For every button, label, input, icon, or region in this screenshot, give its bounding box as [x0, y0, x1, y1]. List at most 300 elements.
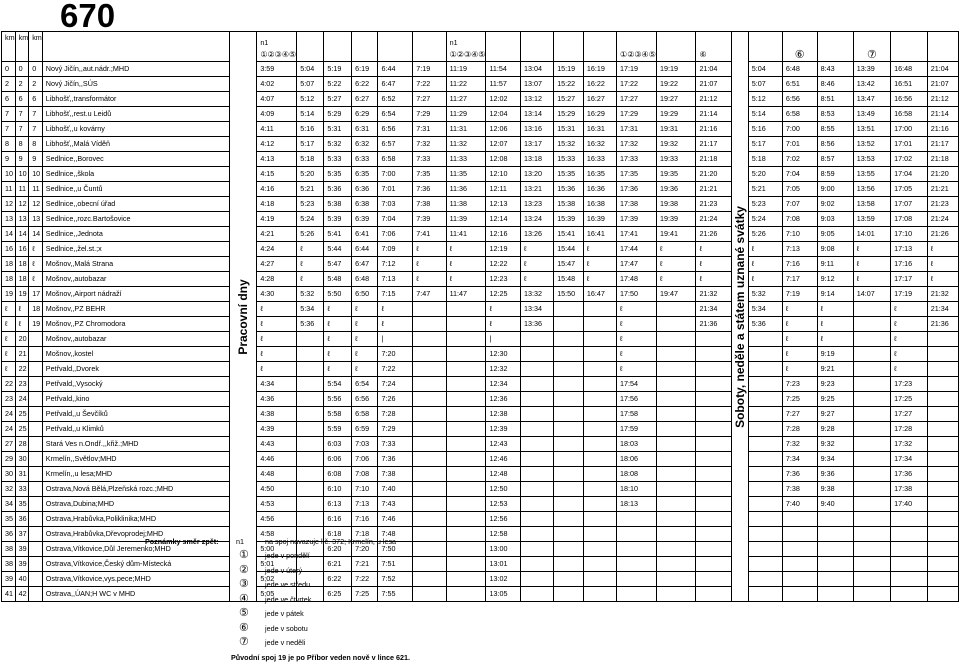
departure-time — [297, 437, 324, 452]
km-value: 25 — [15, 407, 29, 422]
departure-time — [446, 392, 486, 407]
departure-time: 5:24 — [297, 212, 324, 227]
table-row — [2, 512, 959, 527]
departure-time: 15:31 — [554, 122, 584, 137]
departure-time — [413, 377, 446, 392]
note-day-symbol: ② — [239, 563, 249, 576]
departure-time: 7:00 — [782, 122, 817, 137]
km-value — [29, 482, 43, 497]
departure-time — [413, 572, 446, 587]
departure-time — [583, 482, 616, 497]
departure-time: 5:38 — [324, 197, 352, 212]
departure-time: 21:26 — [696, 227, 732, 242]
departure-time — [297, 467, 324, 482]
km-value — [29, 527, 43, 542]
departure-time: ℓ — [521, 242, 554, 257]
departure-time: 11:22 — [446, 77, 486, 92]
trip-header — [446, 32, 486, 62]
departure-time: ℓ — [782, 362, 817, 377]
departure-time — [853, 512, 890, 527]
departure-time — [853, 362, 890, 377]
departure-time: 17:27 — [891, 407, 928, 422]
departure-time: 7:29 — [378, 422, 413, 437]
departure-time: 5:39 — [324, 212, 352, 227]
departure-time — [446, 302, 486, 317]
departure-time: 15:44 — [554, 242, 584, 257]
stop-name: Ostrava,Vítkovice,Důl Jeremenko;MHD — [42, 542, 229, 557]
departure-time — [748, 347, 782, 362]
departure-time: 6:32 — [352, 137, 378, 152]
table-row — [2, 422, 959, 437]
departure-time — [446, 347, 486, 362]
departure-time — [554, 392, 584, 407]
departure-time: 5:27 — [324, 92, 352, 107]
departure-time: ℓ — [696, 257, 732, 272]
table-row — [2, 332, 959, 347]
trip-days: ⑥ — [794, 49, 805, 61]
departure-time: 17:38 — [891, 482, 928, 497]
departure-time: ℓ — [486, 317, 521, 332]
departure-time: ℓ — [817, 302, 853, 317]
departure-time — [782, 587, 817, 602]
km-value: 6 — [15, 92, 29, 107]
departure-time: 12:39 — [486, 422, 521, 437]
departure-time — [413, 527, 446, 542]
km-value — [29, 437, 43, 452]
departure-time: ℓ — [617, 347, 657, 362]
departure-time: 5:21 — [748, 182, 782, 197]
departure-time: 6:35 — [352, 167, 378, 182]
departure-time: 7:00 — [378, 167, 413, 182]
departure-time: 11:36 — [446, 182, 486, 197]
departure-time: ℓ — [257, 347, 297, 362]
km-value: 10 — [29, 167, 43, 182]
km-value: 19 — [29, 317, 43, 332]
departure-time: 21:18 — [927, 152, 958, 167]
departure-time — [656, 437, 695, 452]
departure-time: 7:46 — [378, 512, 413, 527]
departure-time — [583, 377, 616, 392]
departure-time: 9:34 — [817, 452, 853, 467]
km-value — [29, 587, 43, 602]
trip-header — [257, 32, 297, 62]
departure-time — [927, 497, 958, 512]
workday-separator — [229, 32, 257, 602]
departure-time — [748, 572, 782, 587]
departure-time: 4:38 — [257, 407, 297, 422]
departure-time: 6:31 — [352, 122, 378, 137]
km-value: 37 — [15, 527, 29, 542]
departure-time — [521, 497, 554, 512]
note-day-text: jede v pondělí — [265, 551, 310, 560]
departure-time: 7:40 — [782, 497, 817, 512]
departure-time — [656, 527, 695, 542]
table-row — [2, 482, 959, 497]
km-value: 14 — [29, 227, 43, 242]
departure-time: 21:21 — [696, 182, 732, 197]
departure-time: 17:44 — [617, 242, 657, 257]
departure-time: 15:35 — [554, 167, 584, 182]
departure-time: 13:26 — [521, 227, 554, 242]
departure-time: 7:06 — [378, 227, 413, 242]
departure-time: 19:33 — [656, 152, 695, 167]
departure-time: 17:07 — [891, 197, 928, 212]
departure-time: 8:43 — [817, 62, 853, 77]
departure-time — [413, 452, 446, 467]
km-value: 23 — [2, 392, 16, 407]
departure-time: 6:06 — [324, 452, 352, 467]
departure-time: 13:32 — [521, 287, 554, 302]
departure-time: 6:21 — [324, 557, 352, 572]
departure-time: 21:17 — [927, 137, 958, 152]
departure-time: 17:32 — [617, 137, 657, 152]
departure-time: 6:33 — [352, 152, 378, 167]
departure-time — [748, 587, 782, 602]
departure-time — [413, 467, 446, 482]
departure-time: ℓ — [324, 332, 352, 347]
stop-name: Ostrava,Hrabůvka,Poliklinika;MHD — [42, 512, 229, 527]
departure-time — [521, 557, 554, 572]
km-value: 22 — [15, 362, 29, 377]
departure-time: 17:05 — [891, 182, 928, 197]
departure-time: ℓ — [446, 272, 486, 287]
departure-time — [521, 587, 554, 602]
departure-time: 9:11 — [817, 257, 853, 272]
table-row — [2, 122, 959, 137]
departure-time: 19:31 — [656, 122, 695, 137]
departure-time — [521, 377, 554, 392]
departure-time — [656, 557, 695, 572]
departure-time: 16:39 — [583, 212, 616, 227]
departure-time — [696, 437, 732, 452]
departure-time: 17:40 — [891, 497, 928, 512]
departure-time: 7:26 — [378, 392, 413, 407]
departure-time: 13:47 — [853, 92, 890, 107]
departure-time: 11:27 — [446, 92, 486, 107]
departure-time: ℓ — [413, 242, 446, 257]
table-row — [2, 557, 959, 572]
departure-time: 16:35 — [583, 167, 616, 182]
km-value: 0 — [29, 62, 43, 77]
departure-time — [413, 542, 446, 557]
departure-time: 7:24 — [378, 377, 413, 392]
trip-header — [696, 32, 732, 62]
departure-time — [413, 497, 446, 512]
departure-time: 5:32 — [748, 287, 782, 302]
departure-time: ℓ — [352, 332, 378, 347]
departure-time: ℓ — [656, 242, 695, 257]
departure-time: 21:34 — [696, 302, 732, 317]
departure-time: 12:13 — [486, 197, 521, 212]
departure-time — [853, 407, 890, 422]
departure-time: 7:55 — [378, 587, 413, 602]
departure-time — [521, 407, 554, 422]
departure-time: 9:27 — [817, 407, 853, 422]
note-day-symbol: ① — [239, 549, 249, 561]
departure-time: 5:04 — [748, 62, 782, 77]
departure-time — [927, 467, 958, 482]
departure-time: 17:41 — [617, 227, 657, 242]
departure-time: 6:10 — [324, 482, 352, 497]
km-value — [29, 452, 43, 467]
departure-time: 7:22 — [378, 362, 413, 377]
departure-time — [521, 572, 554, 587]
km-value: 33 — [15, 482, 29, 497]
departure-time: 16:27 — [583, 92, 616, 107]
departure-time: 5:41 — [324, 227, 352, 242]
departure-time: 5:16 — [748, 122, 782, 137]
departure-time — [853, 467, 890, 482]
departure-time — [696, 332, 732, 347]
departure-time: 17:29 — [617, 107, 657, 122]
departure-time: 17:01 — [891, 137, 928, 152]
departure-time — [748, 377, 782, 392]
departure-time — [927, 347, 958, 362]
departure-time — [782, 542, 817, 557]
departure-time: 7:41 — [413, 227, 446, 242]
departure-time — [853, 437, 890, 452]
stop-name: Sedlnice,,škola — [42, 167, 229, 182]
departure-time: 7:19 — [782, 287, 817, 302]
departure-time: 17:38 — [617, 197, 657, 212]
departure-time: 21:32 — [696, 287, 732, 302]
departure-time: 4:30 — [257, 287, 297, 302]
departure-time: 21:12 — [696, 92, 732, 107]
departure-time — [521, 512, 554, 527]
departure-time: 17:35 — [617, 167, 657, 182]
departure-time: 16:36 — [583, 182, 616, 197]
departure-time: 6:52 — [378, 92, 413, 107]
table-row — [2, 242, 959, 257]
km-value: 38 — [2, 557, 16, 572]
departure-time: 4:11 — [257, 122, 297, 137]
departure-time: ℓ — [817, 332, 853, 347]
departure-time: 4:46 — [257, 452, 297, 467]
departure-time: ℓ — [748, 272, 782, 287]
departure-time: 15:38 — [554, 197, 584, 212]
departure-time: 9:36 — [817, 467, 853, 482]
stop-name: Mošnov,,Airport nádraží — [42, 287, 229, 302]
stop-name: Libhošť,,u kovárny — [42, 122, 229, 137]
departure-time: 21:12 — [927, 92, 958, 107]
departure-time: 17:36 — [617, 182, 657, 197]
departure-time — [446, 572, 486, 587]
departure-time — [748, 482, 782, 497]
table-row — [2, 227, 959, 242]
departure-time: 11:54 — [486, 62, 521, 77]
departure-time: 12:34 — [486, 377, 521, 392]
departure-time — [446, 467, 486, 482]
departure-time — [521, 422, 554, 437]
km-value: 23 — [15, 377, 29, 392]
departure-time — [554, 317, 584, 332]
departure-time: ℓ — [782, 347, 817, 362]
departure-time — [554, 347, 584, 362]
departure-time: 21:04 — [927, 62, 958, 77]
stop-name: Ostrava,Dubina;MHD — [42, 497, 229, 512]
departure-time: 4:58 — [257, 527, 297, 542]
departure-time: 7:35 — [413, 167, 446, 182]
departure-time — [617, 542, 657, 557]
departure-time: 4:43 — [257, 437, 297, 452]
departure-time: 6:48 — [782, 62, 817, 77]
departure-time: 9:12 — [817, 272, 853, 287]
departure-time: 17:22 — [617, 77, 657, 92]
departure-time — [748, 437, 782, 452]
km-value: 12 — [2, 197, 16, 212]
km-value: 16 — [2, 242, 16, 257]
departure-time — [817, 587, 853, 602]
departure-time — [413, 557, 446, 572]
km-value: 2 — [29, 77, 43, 92]
trip-header — [617, 32, 657, 62]
departure-time: 12:36 — [486, 392, 521, 407]
departure-time: 6:22 — [352, 77, 378, 92]
departure-time — [748, 392, 782, 407]
departure-time — [891, 587, 928, 602]
departure-time: 21:23 — [927, 197, 958, 212]
departure-time: 13:49 — [853, 107, 890, 122]
departure-time: 15:36 — [554, 182, 584, 197]
departure-time: 6:03 — [324, 437, 352, 452]
departure-time — [853, 302, 890, 317]
departure-time: 13:20 — [521, 167, 554, 182]
departure-time — [521, 362, 554, 377]
departure-time — [583, 317, 616, 332]
departure-time: 18:13 — [617, 497, 657, 512]
departure-time — [521, 347, 554, 362]
table-row — [2, 587, 959, 602]
trip-header — [853, 32, 890, 62]
departure-time: 6:56 — [782, 92, 817, 107]
departure-time — [446, 407, 486, 422]
departure-time: 13:55 — [853, 167, 890, 182]
km-value: 35 — [15, 497, 29, 512]
departure-time: 13:53 — [853, 152, 890, 167]
departure-time — [554, 407, 584, 422]
departure-time: 13:34 — [521, 302, 554, 317]
departure-time — [413, 317, 446, 332]
departure-time: 15:41 — [554, 227, 584, 242]
km-value — [29, 392, 43, 407]
km-value: 41 — [2, 587, 16, 602]
departure-time — [521, 452, 554, 467]
departure-time: 7:01 — [782, 137, 817, 152]
departure-time — [853, 497, 890, 512]
trip-header — [486, 32, 521, 62]
departure-time: 4:39 — [257, 422, 297, 437]
departure-time: 6:19 — [352, 62, 378, 77]
departure-time: ℓ — [853, 257, 890, 272]
departure-time — [446, 437, 486, 452]
departure-time: ℓ — [486, 302, 521, 317]
km-value: 21 — [15, 347, 29, 362]
departure-time: 19:19 — [656, 62, 695, 77]
departure-time: 16:58 — [891, 107, 928, 122]
departure-time: 5:33 — [324, 152, 352, 167]
departure-time: 13:16 — [521, 122, 554, 137]
departure-time: 13:21 — [521, 182, 554, 197]
departure-time: 16:56 — [891, 92, 928, 107]
departure-time: ℓ — [617, 332, 657, 347]
km-value — [29, 347, 43, 362]
departure-time — [853, 482, 890, 497]
departure-time: 12:22 — [486, 257, 521, 272]
departure-time: 5:20 — [297, 167, 324, 182]
departure-time: ℓ — [324, 317, 352, 332]
stop-name: Mošnov,,autobazar — [42, 272, 229, 287]
departure-time — [927, 392, 958, 407]
departure-time: 12:46 — [486, 452, 521, 467]
departure-time: ℓ — [748, 257, 782, 272]
departure-time: ℓ — [297, 257, 324, 272]
stop-name: Krmelín,,Světlov;MHD — [42, 452, 229, 467]
departure-time: 7:52 — [378, 572, 413, 587]
departure-time: ℓ — [782, 302, 817, 317]
departure-time: 7:38 — [782, 482, 817, 497]
departure-time: 8:57 — [817, 152, 853, 167]
km-value: 34 — [2, 497, 16, 512]
departure-time: 9:03 — [817, 212, 853, 227]
departure-time: 12:08 — [486, 152, 521, 167]
km-value: 39 — [15, 542, 29, 557]
departure-time: 21:34 — [927, 302, 958, 317]
departure-time — [891, 512, 928, 527]
departure-time: 4:21 — [257, 227, 297, 242]
departure-time: 6:44 — [378, 62, 413, 77]
table-row — [2, 347, 959, 362]
departure-time — [853, 332, 890, 347]
km-header: km — [2, 32, 16, 62]
departure-time: ℓ — [853, 272, 890, 287]
departure-time: 12:04 — [486, 107, 521, 122]
km-value: 22 — [2, 377, 16, 392]
km-value: 11 — [15, 182, 29, 197]
departure-time: 7:20 — [352, 542, 378, 557]
km-header: km — [29, 32, 43, 62]
departure-time: ℓ — [521, 257, 554, 272]
departure-time: 15:27 — [554, 92, 584, 107]
departure-time — [297, 407, 324, 422]
departure-time: 7:04 — [378, 212, 413, 227]
departure-time — [554, 542, 584, 557]
departure-time — [297, 362, 324, 377]
departure-time — [748, 467, 782, 482]
departure-time: 7:18 — [352, 527, 378, 542]
departure-time: 4:02 — [257, 77, 297, 92]
departure-time: 12:25 — [486, 287, 521, 302]
trip-header — [324, 32, 352, 62]
departure-time: ℓ — [583, 257, 616, 272]
note-day-symbol: ⑥ — [239, 621, 249, 634]
departure-time — [817, 512, 853, 527]
km-value — [29, 407, 43, 422]
departure-time: 16:31 — [583, 122, 616, 137]
departure-time — [297, 377, 324, 392]
departure-time: 17:39 — [617, 212, 657, 227]
departure-time: 12:32 — [486, 362, 521, 377]
departure-time: 17:08 — [891, 212, 928, 227]
departure-time: 13:59 — [853, 212, 890, 227]
departure-time — [617, 587, 657, 602]
departure-time: 21:17 — [696, 137, 732, 152]
departure-time: 6:20 — [324, 542, 352, 557]
departure-time: 5:58 — [324, 407, 352, 422]
departure-time: 7:29 — [413, 107, 446, 122]
km-value: 17 — [29, 287, 43, 302]
departure-time: 6:50 — [352, 287, 378, 302]
departure-time: 5:34 — [748, 302, 782, 317]
